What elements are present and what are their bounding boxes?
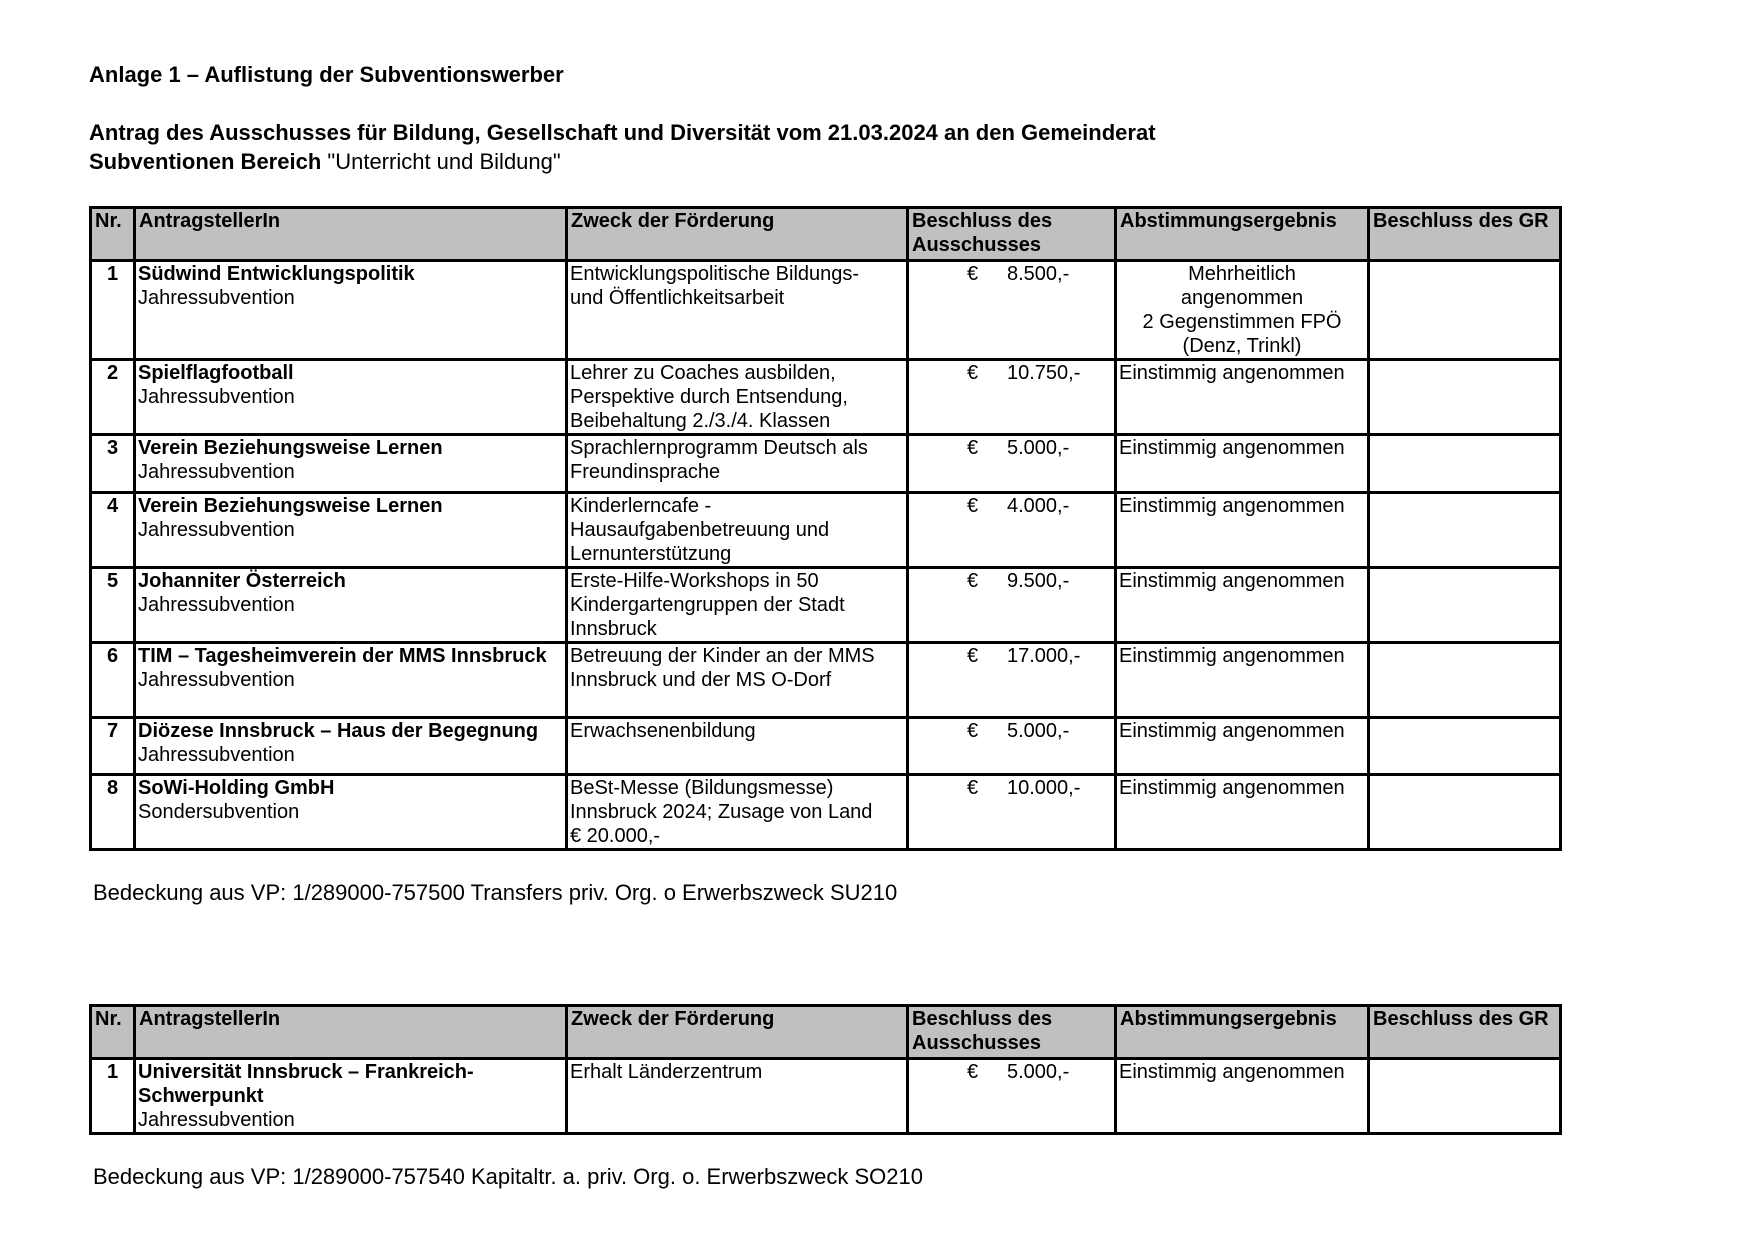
purpose-line: Innsbruck — [570, 618, 657, 640]
applicant-cell — [135, 643, 567, 718]
table-row — [91, 718, 1561, 775]
purpose-line: Betreuung der Kinder an der MMS — [570, 645, 875, 667]
purpose-cell — [567, 1059, 908, 1134]
purpose-line: Entwicklungspolitische Bildungs- — [570, 263, 860, 285]
purpose-line: Beibehaltung 2./3./4. Klassen — [570, 410, 831, 432]
col-header-committee-decision-line2: Ausschusses — [912, 1032, 1041, 1054]
subsidy-type: Jahressubvention — [138, 287, 295, 309]
amount — [911, 494, 1112, 518]
vote-result — [1116, 568, 1369, 643]
purpose-cell — [567, 493, 908, 568]
table-row — [91, 643, 1561, 718]
row-number: 1 — [91, 261, 135, 360]
amount-cell — [908, 775, 1116, 850]
vote-result — [1116, 718, 1369, 775]
applicant-cell — [135, 775, 567, 850]
amount-cell — [908, 493, 1116, 568]
amount-value: 5.000,- — [1007, 720, 1070, 742]
table-row — [91, 360, 1561, 435]
currency-symbol: € — [967, 495, 979, 517]
table-row — [91, 435, 1561, 493]
row-number: 6 — [91, 643, 135, 718]
applicant-name: SoWi-Holding GmbH — [138, 777, 335, 799]
purpose-cell — [567, 718, 908, 775]
vote-result — [1116, 493, 1369, 568]
purpose-line: Kindergartengruppen der Stadt — [570, 594, 845, 616]
currency-symbol: € — [967, 437, 979, 459]
table-row — [91, 775, 1561, 850]
vote-result — [1116, 261, 1369, 360]
purpose-line: Sprachlernprogramm Deutsch als — [570, 437, 868, 459]
purpose-line: und Öffentlichkeitsarbeit — [570, 287, 785, 309]
vote-line: Einstimmig angenommen — [1119, 777, 1345, 799]
purpose-cell — [567, 435, 908, 493]
applicant-name: Johanniter Österreich — [138, 570, 346, 592]
applicant-cell — [135, 360, 567, 435]
vote-result — [1116, 435, 1369, 493]
purpose-line: Innsbruck und der MS O-Dorf — [570, 669, 832, 691]
subsidy-type: Jahressubvention — [138, 461, 295, 483]
vote-result — [1116, 643, 1369, 718]
purpose-cell — [567, 775, 908, 850]
gr-decision-cell — [1369, 718, 1561, 775]
subsidy-type: Jahressubvention — [138, 519, 295, 541]
purpose-line: BeSt-Messe (Bildungsmesse) — [570, 777, 834, 799]
col-header-applicant: AntragstellerIn — [135, 1006, 567, 1059]
col-header-purpose: Zweck der Förderung — [567, 1006, 908, 1059]
applicant-cell — [135, 718, 567, 775]
col-header-committee-decision-line2: Ausschusses — [912, 234, 1041, 256]
amount-value: 4.000,- — [1007, 495, 1070, 517]
vote-line: Einstimmig angenommen — [1119, 720, 1345, 742]
subsidy-type: Jahressubvention — [138, 744, 295, 766]
table-row — [91, 568, 1561, 643]
amount-value: 9.500,- — [1007, 570, 1070, 592]
row-number: 5 — [91, 568, 135, 643]
purpose-line: Freundinsprache — [570, 461, 721, 483]
subsidy-type: Jahressubvention — [138, 669, 295, 691]
purpose-line: Erwachsenenbildung — [570, 720, 756, 742]
amount — [911, 262, 1112, 286]
currency-symbol: € — [967, 777, 979, 799]
vote-line: angenommen — [1180, 287, 1304, 309]
row-number: 3 — [91, 435, 135, 493]
currency-symbol: € — [967, 720, 979, 742]
amount-value: 5.000,- — [1007, 1061, 1070, 1083]
amount-cell — [908, 360, 1116, 435]
purpose-line: Erste-Hilfe-Workshops in 50 — [570, 570, 819, 592]
subsidy-type: Sondersubvention — [138, 801, 300, 823]
applicant-name: TIM – Tagesheimverein der MMS Innsbruck — [138, 645, 547, 667]
row-number: 7 — [91, 718, 135, 775]
amount-value: 8.500,- — [1007, 263, 1070, 285]
vote-result — [1116, 775, 1369, 850]
amount — [911, 436, 1112, 460]
gr-decision-cell — [1369, 643, 1561, 718]
purpose-cell — [567, 360, 908, 435]
purpose-line: Perspektive durch Entsendung, — [570, 386, 848, 408]
applicant-name: Verein Beziehungsweise Lernen — [138, 437, 443, 459]
applicant-cell — [135, 261, 567, 360]
currency-symbol: € — [967, 645, 979, 667]
vote-result — [1116, 360, 1369, 435]
col-header-nr: Nr. — [91, 208, 135, 261]
purpose-line: Kinderlerncafe - — [570, 495, 712, 517]
subsidy-area-value: "Unterricht und Bildung" — [321, 149, 561, 174]
vote-line: Einstimmig angenommen — [1119, 645, 1345, 667]
vote-line: Einstimmig angenommen — [1119, 1061, 1345, 1083]
purpose-cell — [567, 643, 908, 718]
currency-symbol: € — [967, 362, 979, 384]
purpose-cell — [567, 568, 908, 643]
attachment-title: Anlage 1 – Auflistung der Subventionswerber — [89, 62, 564, 87]
subsidy-area-label: Subventionen Bereich — [89, 149, 322, 174]
vote-result — [1116, 1059, 1369, 1134]
amount-cell — [908, 643, 1116, 718]
row-number: 8 — [91, 775, 135, 850]
vote-line: (Denz, Trinkl) — [1182, 335, 1302, 357]
amount-value: 17.000,- — [1007, 645, 1081, 667]
motion-title: Antrag des Ausschusses für Bildung, Gesellschaft und Diversität vom 21.03.2024 an den Gemeinderat — [89, 120, 1156, 145]
table-row — [91, 493, 1561, 568]
col-header-purpose: Zweck der Förderung — [567, 208, 908, 261]
col-header-gr-decision: Beschluss des GR — [1369, 208, 1561, 261]
row-number: 2 — [91, 360, 135, 435]
amount-cell — [908, 718, 1116, 775]
vote-line: Einstimmig angenommen — [1119, 362, 1345, 384]
applicant-cell — [135, 493, 567, 568]
currency-symbol: € — [967, 570, 979, 592]
applicant-cell — [135, 1059, 567, 1134]
purpose-line: Innsbruck 2024; Zusage von Land — [570, 801, 873, 823]
amount-cell — [908, 1059, 1116, 1134]
gr-decision-cell — [1369, 261, 1561, 360]
subsidy-table-1 — [89, 206, 1562, 851]
gr-decision-cell — [1369, 493, 1561, 568]
amount — [911, 1060, 1112, 1084]
vote-line: Einstimmig angenommen — [1119, 570, 1345, 592]
table-header-row — [91, 208, 1561, 261]
applicant-name: Südwind Entwicklungspolitik — [138, 263, 415, 285]
table-row — [91, 1059, 1561, 1134]
gr-decision-cell — [1369, 435, 1561, 493]
applicant-name: Universität Innsbruck – Frankreich-Schwerpunkt — [138, 1061, 474, 1107]
vote-line: 2 Gegenstimmen FPÖ — [1142, 311, 1342, 333]
amount-cell — [908, 568, 1116, 643]
vote-line: Mehrheitlich — [1188, 263, 1296, 285]
col-header-committee-decision-line1: Beschluss des — [912, 210, 1053, 232]
currency-symbol: € — [967, 263, 979, 285]
subsidy-type: Jahressubvention — [138, 594, 295, 616]
col-header-committee-decision-line1: Beschluss des — [912, 1008, 1053, 1030]
applicant-name: Spielflagfootball — [138, 362, 294, 384]
gr-decision-cell — [1369, 1059, 1561, 1134]
amount — [911, 719, 1112, 743]
amount — [911, 776, 1112, 800]
row-number: 4 — [91, 493, 135, 568]
col-header-nr: Nr. — [91, 1006, 135, 1059]
applicant-cell — [135, 435, 567, 493]
vote-line: Einstimmig angenommen — [1119, 437, 1345, 459]
subsidy-area — [89, 149, 561, 175]
vote-line: Einstimmig angenommen — [1119, 495, 1345, 517]
coverage-note-2: Bedeckung aus VP: 1/289000-757540 Kapitaltr. a. priv. Org. o. Erwerbszweck SO210 — [93, 1164, 923, 1189]
applicant-name: Diözese Innsbruck – Haus der Begegnung — [138, 720, 539, 742]
applicant-name: Verein Beziehungsweise Lernen — [138, 495, 443, 517]
currency-symbol: € — [967, 1061, 979, 1083]
col-header-committee-decision — [908, 1006, 1116, 1059]
col-header-applicant: AntragstellerIn — [135, 208, 567, 261]
subsidy-type: Jahressubvention — [138, 386, 295, 408]
amount — [911, 644, 1112, 668]
amount — [911, 361, 1112, 385]
amount-cell — [908, 261, 1116, 360]
subsidy-type: Jahressubvention — [138, 1109, 295, 1131]
amount-cell — [908, 435, 1116, 493]
amount-value: 10.750,- — [1007, 362, 1081, 384]
col-header-vote: Abstimmungsergebnis — [1116, 1006, 1369, 1059]
purpose-line: Erhalt Länderzentrum — [570, 1061, 763, 1083]
amount-value: 10.000,- — [1007, 777, 1081, 799]
col-header-gr-decision: Beschluss des GR — [1369, 1006, 1561, 1059]
table-row — [91, 261, 1561, 360]
subsidy-table-2 — [89, 1004, 1562, 1135]
purpose-line: Lehrer zu Coaches ausbilden, — [570, 362, 836, 384]
gr-decision-cell — [1369, 775, 1561, 850]
applicant-cell — [135, 568, 567, 643]
gr-decision-cell — [1369, 568, 1561, 643]
purpose-line: Lernunterstützung — [570, 543, 732, 565]
gr-decision-cell — [1369, 360, 1561, 435]
amount — [911, 569, 1112, 593]
purpose-line: € 20.000,- — [570, 825, 661, 847]
amount-value: 5.000,- — [1007, 437, 1070, 459]
purpose-cell — [567, 261, 908, 360]
purpose-line: Hausaufgabenbetreuung und — [570, 519, 830, 541]
row-number: 1 — [91, 1059, 135, 1134]
coverage-note-1: Bedeckung aus VP: 1/289000-757500 Transfers priv. Org. o Erwerbszweck SU210 — [93, 880, 898, 905]
table-header-row — [91, 1006, 1561, 1059]
col-header-committee-decision — [908, 208, 1116, 261]
col-header-vote: Abstimmungsergebnis — [1116, 208, 1369, 261]
